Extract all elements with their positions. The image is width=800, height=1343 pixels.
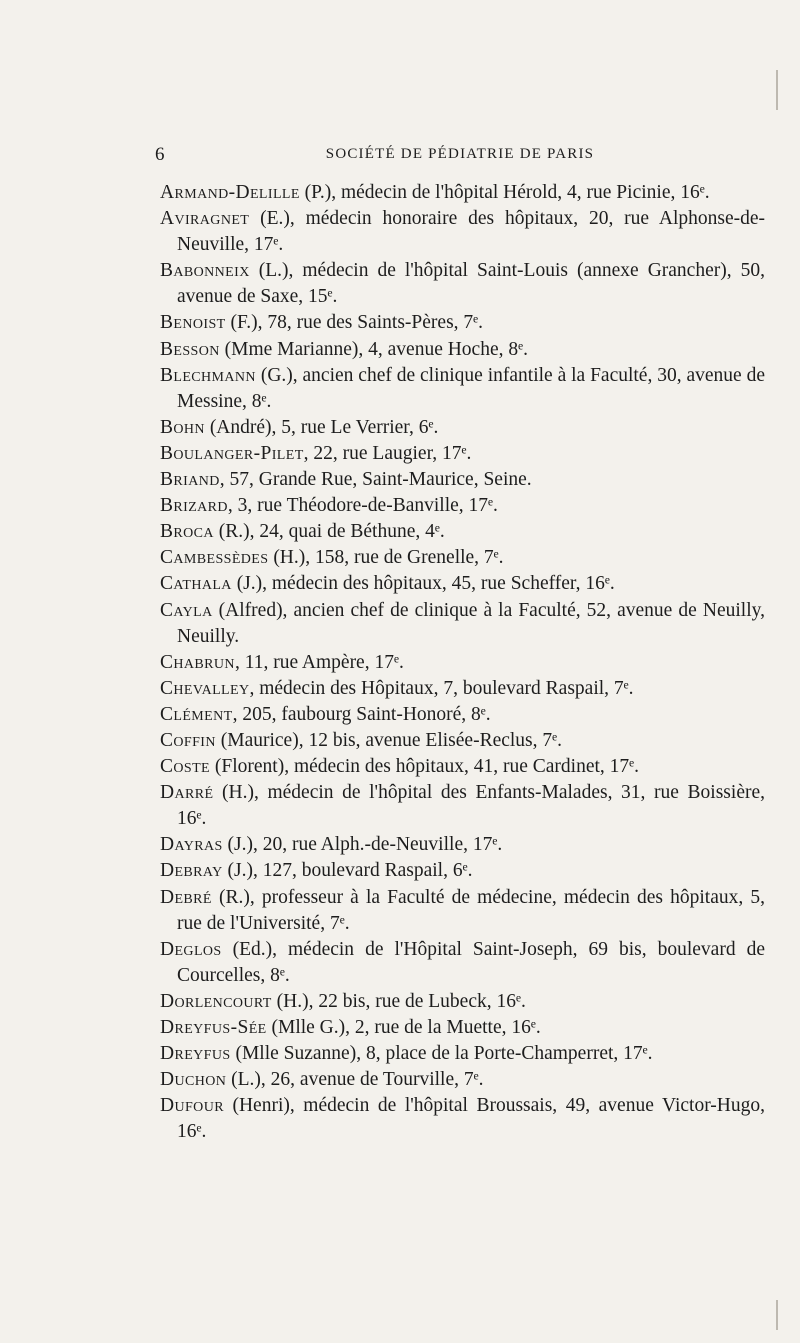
member-entry	[160, 571, 765, 597]
page-number: 6	[155, 144, 165, 165]
member-name: Broca	[160, 521, 214, 543]
member-details: (Alfred), ancien chef de clinique à la Faculté, 52, avenue de Neuilly, Neuilly.	[177, 599, 765, 647]
member-details: (P.), médecin de l'hôpital Hérold, 4, rue Picinie, 16ᵉ.	[299, 182, 710, 203]
member-name: Brizard	[160, 495, 228, 517]
member-entry	[160, 780, 765, 832]
member-entry	[160, 1093, 765, 1145]
member-name: Cayla	[160, 599, 213, 621]
member-details: (H.), médecin de l'hôpital des Enfants-Malades, 31, rue Boissière, 16ᵉ.	[177, 782, 765, 830]
member-name: Boulanger-Pilet	[160, 442, 304, 464]
member-name: Benoist	[160, 312, 226, 334]
member-details: (G.), ancien chef de clinique infantile à la Faculté, 30, avenue de Messine, 8ᵉ.	[177, 364, 765, 412]
member-entry	[160, 754, 765, 780]
member-details: (Ed.), médecin de l'Hôpital Saint-Joseph, 69 bis, boulevard de Courcelles, 8ᵉ.	[177, 938, 765, 986]
member-details: (R.), 24, quai de Béthune, 4ᵉ.	[213, 521, 445, 543]
member-name: Armand-Delille	[160, 182, 300, 203]
member-entry	[160, 1041, 765, 1067]
member-name: Dufour	[160, 1095, 224, 1117]
member-entry	[160, 545, 765, 571]
member-details: (Mme Marianne), 4, avenue Hoche, 8ᵉ.	[219, 338, 528, 360]
member-entry	[160, 206, 765, 258]
member-entry	[160, 650, 765, 676]
member-name: Debray	[160, 860, 223, 882]
member-entry	[160, 598, 765, 650]
member-entry	[160, 1015, 765, 1041]
member-name: Briand	[160, 469, 220, 491]
member-details: , 205, faubourg Saint-Honoré, 8ᵉ.	[232, 703, 491, 725]
member-name: Dreyfus-Sée	[160, 1017, 267, 1038]
member-entry	[160, 180, 765, 206]
member-name: Dayras	[160, 834, 223, 856]
member-entry	[160, 337, 765, 363]
member-name: Chabrun	[160, 651, 235, 673]
member-details: (Henri), médecin de l'hôpital Broussais, 49, avenue Victor-Hugo, 16ᵉ.	[177, 1095, 765, 1143]
member-details: , 22, rue Laugier, 17ᵉ.	[303, 442, 472, 464]
page-header	[155, 144, 765, 168]
member-name: Chevalley	[160, 677, 250, 699]
member-name: Debré	[160, 886, 212, 908]
member-details: , 11, rue Ampère, 17ᵉ.	[234, 651, 404, 673]
member-name: Bohn	[160, 416, 205, 438]
member-details: , 3, rue Théodore-de-Banville, 17ᵉ.	[227, 495, 498, 517]
member-name: Duchon	[160, 1069, 227, 1091]
member-details: (R.), professeur à la Faculté de médecine, médecin des hôpitaux, 5, rue de l'Université, 7ᵉ.	[177, 886, 765, 934]
running-title: SOCIÉTÉ DE PÉDIATRIE DE PARIS	[325, 146, 595, 162]
member-name: Blechmann	[160, 364, 256, 386]
page-edge-mark	[776, 1300, 778, 1330]
member-name: Clément	[160, 703, 233, 725]
member-entry	[160, 519, 765, 545]
member-entry	[160, 258, 765, 310]
member-entry	[160, 1067, 765, 1093]
member-details: (Mlle G.), 2, rue de la Muette, 16ᵉ.	[266, 1017, 541, 1038]
member-details: (H.), 22 bis, rue de Lubeck, 16ᵉ.	[271, 990, 526, 1012]
member-name: Babonneix	[160, 260, 250, 282]
member-details: (L.), médecin de l'hôpital Saint-Louis (annexe Grancher), 50, avenue de Saxe, 15ᵉ.	[177, 260, 765, 308]
member-name: Cathala	[160, 573, 232, 595]
member-name: Deglos	[160, 938, 222, 960]
member-entry	[160, 885, 765, 937]
member-details: , 57, Grande Rue, Saint-Maurice, Seine.	[219, 469, 532, 491]
member-entry	[160, 415, 765, 441]
member-details: (F.), 78, rue des Saints-Pères, 7ᵉ.	[225, 312, 484, 334]
member-entry	[160, 989, 765, 1015]
member-details: (André), 5, rue Le Verrier, 6ᵉ.	[204, 416, 439, 438]
member-name: Coste	[160, 756, 211, 778]
member-entry	[160, 441, 765, 467]
member-list	[160, 180, 765, 1145]
member-entry	[160, 702, 765, 728]
member-entry	[160, 676, 765, 702]
member-name: Dorlencourt	[160, 990, 272, 1012]
member-details: (H.), 158, rue de Grenelle, 7ᵉ.	[268, 547, 504, 569]
member-details: (J.), 127, boulevard Raspail, 6ᵉ.	[222, 860, 473, 882]
member-name: Dreyfus	[160, 1043, 231, 1065]
member-details: , médecin des Hôpitaux, 7, boulevard Raspail, 7ᵉ.	[249, 677, 634, 699]
member-entry	[160, 310, 765, 336]
member-entry	[160, 937, 765, 989]
page-edge-mark	[776, 70, 778, 110]
member-entry	[160, 493, 765, 519]
member-name: Aviragnet	[160, 208, 250, 230]
member-name: Coffin	[160, 729, 216, 751]
member-details: (L.), 26, avenue de Tourville, 7ᵉ.	[226, 1069, 484, 1091]
member-name: Besson	[160, 338, 220, 360]
member-entry	[160, 363, 765, 415]
member-details: (J.), médecin des hôpitaux, 45, rue Scheffer, 16ᵉ.	[231, 573, 615, 595]
member-details: (Mlle Suzanne), 8, place de la Porte-Champerret, 17ᵉ.	[230, 1043, 653, 1065]
member-details: (J.), 20, rue Alph.-de-Neuville, 17ᵉ.	[222, 834, 503, 856]
member-entry	[160, 832, 765, 858]
member-details: (Maurice), 12 bis, avenue Elisée-Reclus, 7ᵉ.	[215, 729, 563, 751]
member-entry	[160, 728, 765, 754]
member-entry	[160, 467, 765, 493]
member-name: Cambessèdes	[160, 547, 269, 569]
member-details: (Florent), médecin des hôpitaux, 41, rue Cardinet, 17ᵉ.	[210, 756, 640, 778]
member-entry	[160, 858, 765, 884]
member-details: (E.), médecin honoraire des hôpitaux, 20, rue Alphonse-de-Neuville, 17ᵉ.	[177, 208, 765, 256]
member-name: Darré	[160, 782, 214, 804]
